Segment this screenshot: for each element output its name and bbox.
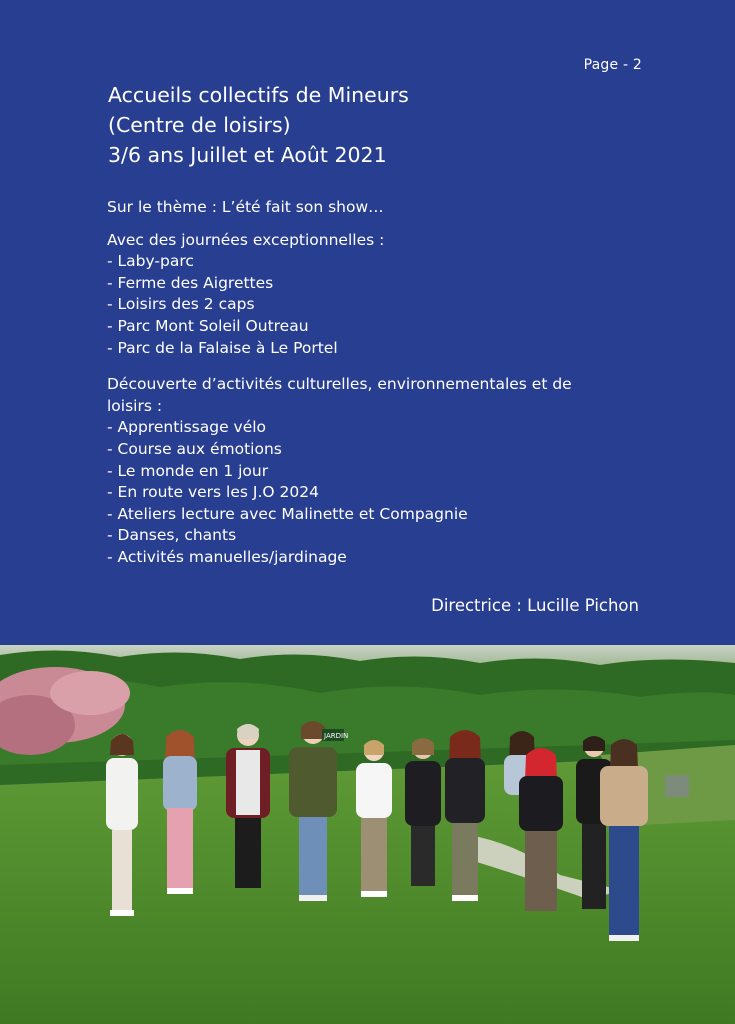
list-item: - Activités manuelles/jardinage [107,547,347,566]
content [107,197,637,569]
page-title [108,80,409,170]
garden-sign-label: JARDIN [324,732,349,740]
list-item: - Parc de la Falaise à Le Portel [107,338,338,357]
title-line: (Centre de loisirs) [108,113,291,137]
page-number: Page - 2 [583,57,642,73]
days-intro: Avec des journées exceptionnelles : [107,230,385,249]
list-item: - Course aux émotions [107,439,282,458]
list-item: - En route vers les J.O 2024 [107,483,319,502]
activities-intro: Découverte d’activités culturelles, environnementales et de [107,375,572,394]
title-line: 3/6 ans Juillet et Août 2021 [108,143,387,167]
list-item: - Laby-parc [107,252,194,271]
director-signature: Directrice : Lucille Pichon [431,596,639,615]
title-line: Accueils collectifs de Mineurs [108,83,409,107]
list-item: - Ateliers lecture avec Malinette et Compagnie [107,504,468,523]
list-item: - Loisirs des 2 caps [107,295,255,314]
activities-intro: loisirs : [107,396,163,415]
list-item: - Ferme des Aigrettes [107,273,274,292]
group-photo [0,645,735,1024]
list-item: - Parc Mont Soleil Outreau [107,316,309,335]
list-item: - Danses, chants [107,526,237,545]
list-item: - Apprentissage vélo [107,418,267,437]
theme-text: Sur le thème : L’été fait son show… [107,198,384,216]
list-item: - Le monde en 1 jour [107,461,269,480]
